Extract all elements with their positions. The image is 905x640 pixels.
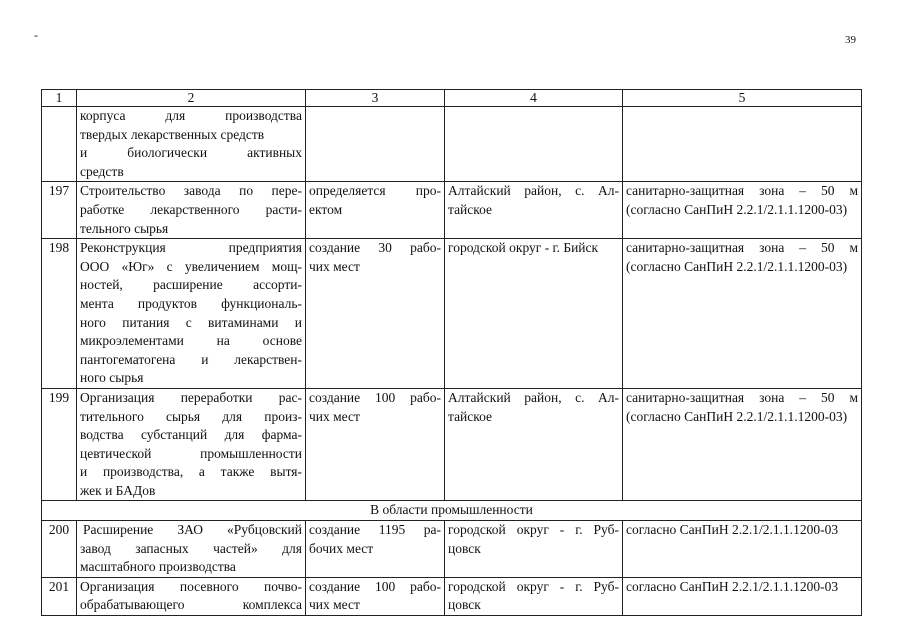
text-line: ООО «Юг» с увеличением мощ- [80,258,302,274]
text-line: согласно СанПиН 2.2.1/2.1.1.1200-03 [626,522,839,538]
text-line: согласно СанПиН 2.2.1/2.1.1.1200-03 [626,578,839,594]
text-line: жек и БАДов [80,482,156,498]
text-line: водства субстанций для фарма- [80,427,302,443]
text-line: Строительство завода по пере- [80,183,302,199]
cell-notes [623,577,862,615]
text-line: цовск [448,597,481,613]
text-line: создание 100 рабо- [309,578,441,594]
text-line: Алтайский район, с. Ал- [448,183,619,199]
table-row [42,182,862,239]
cell-project-name [77,107,306,182]
text-line: Организация посевного почво- [80,578,302,594]
text-line: тайское [448,408,493,424]
table-row-continuation [42,107,862,182]
text-line: Организация переработки рас- [80,389,302,405]
cell-effect [306,107,445,182]
column-header-2: 2 [77,90,306,107]
cell-location [445,239,623,389]
text-line: чих мест [309,408,360,424]
projects-table [41,89,862,616]
text-line: тайское [448,201,493,217]
text-line: создание 100 рабо- [309,389,441,405]
text-line: ностей, расширение ассорти- [80,277,302,293]
text-line: и производства, а также вытя- [80,464,302,480]
text-line: санитарно-защитная зона – 50 м [626,183,858,199]
cell-num: 200 [42,521,77,578]
text-line: ектом [309,201,343,217]
cell-effect [306,239,445,389]
cell-effect [306,182,445,239]
cell-project-name [77,388,306,501]
text-line: (согласно СанПиН 2.2.1/2.1.1.1200-03) [626,201,848,217]
cell-num [42,107,77,182]
column-number-row [42,90,862,107]
text-line: масштабного производства [80,559,236,575]
text-line: цовск [448,540,481,556]
text-line: твердых лекарственных средств [80,126,265,142]
text-line: завод запасных частей» для [80,540,302,556]
text-line: городской округ - г. Руб- [448,578,619,594]
page-number: 39 [845,34,856,46]
text-line: средств [80,163,124,179]
text-line: обрабатывающего комплекса [80,597,302,613]
text-line: городской округ - г. Руб- [448,522,619,538]
cell-effect [306,521,445,578]
text-line: и биологически активных [80,145,302,161]
cell-notes [623,182,862,239]
cell-num: 198 [42,239,77,389]
cell-num: 197 [42,182,77,239]
table-row [42,577,862,615]
text-line: Реконструкция предприятия [80,240,302,256]
cell-num: 199 [42,388,77,501]
text-line: санитарно-защитная зона – 50 м [626,240,858,256]
cell-location [445,182,623,239]
cell-notes [623,107,862,182]
column-header-4: 4 [445,90,623,107]
cell-notes [623,388,862,501]
text-line: городской округ - г. Бийск [448,240,599,256]
cell-location [445,388,623,501]
text-line: (согласно СанПиН 2.2.1/2.1.1.1200-03) [626,408,848,424]
cell-project-name [77,577,306,615]
text-line: Алтайский район, с. Ал- [448,389,619,405]
header-dash: - [34,28,38,42]
cell-location [445,577,623,615]
cell-notes [623,521,862,578]
column-header-5: 5 [623,90,862,107]
cell-location [445,521,623,578]
text-line: цевтической промышленности [80,445,302,461]
text-line: чих мест [309,258,360,274]
section-title: В области промышленности [42,501,862,521]
text-line: (согласно СанПиН 2.2.1/2.1.1.1200-03) [626,258,848,274]
cell-notes [623,239,862,389]
table-row [42,239,862,389]
text-line: тительного сырья для произ- [80,408,302,424]
column-header-1: 1 [42,90,77,107]
section-row [42,501,862,521]
cell-effect [306,577,445,615]
cell-project-name [77,182,306,239]
text-line: бочих мест [309,540,374,556]
cell-project-name [77,239,306,389]
text-line: создание 1195 ра- [309,522,441,538]
text-line: определяется про- [309,183,441,199]
column-header-3: 3 [306,90,445,107]
text-line: ного сырья [80,370,144,386]
text-line: корпуса для производства [80,108,302,123]
cell-location [445,107,623,182]
cell-effect [306,388,445,501]
text-line: санитарно-защитная зона – 50 м [626,389,858,405]
text-line: пантогематогена и лекарствен- [80,351,302,367]
table-row [42,388,862,501]
text-line: чих мест [309,597,360,613]
text-line: мента продуктов функциональ- [80,295,302,311]
cell-num: 201 [42,577,77,615]
cell-project-name [77,521,306,578]
text-line: работке лекарственного расти- [80,201,302,217]
text-line: ного питания с витаминами и [80,314,302,330]
text-line: тельного сырья [80,220,169,236]
text-line: микроэлементами на основе [80,333,302,349]
text-line: Расширение ЗАО «Рубцовский [83,522,302,538]
text-line: создание 30 рабо- [309,240,441,256]
table-row [42,521,862,578]
